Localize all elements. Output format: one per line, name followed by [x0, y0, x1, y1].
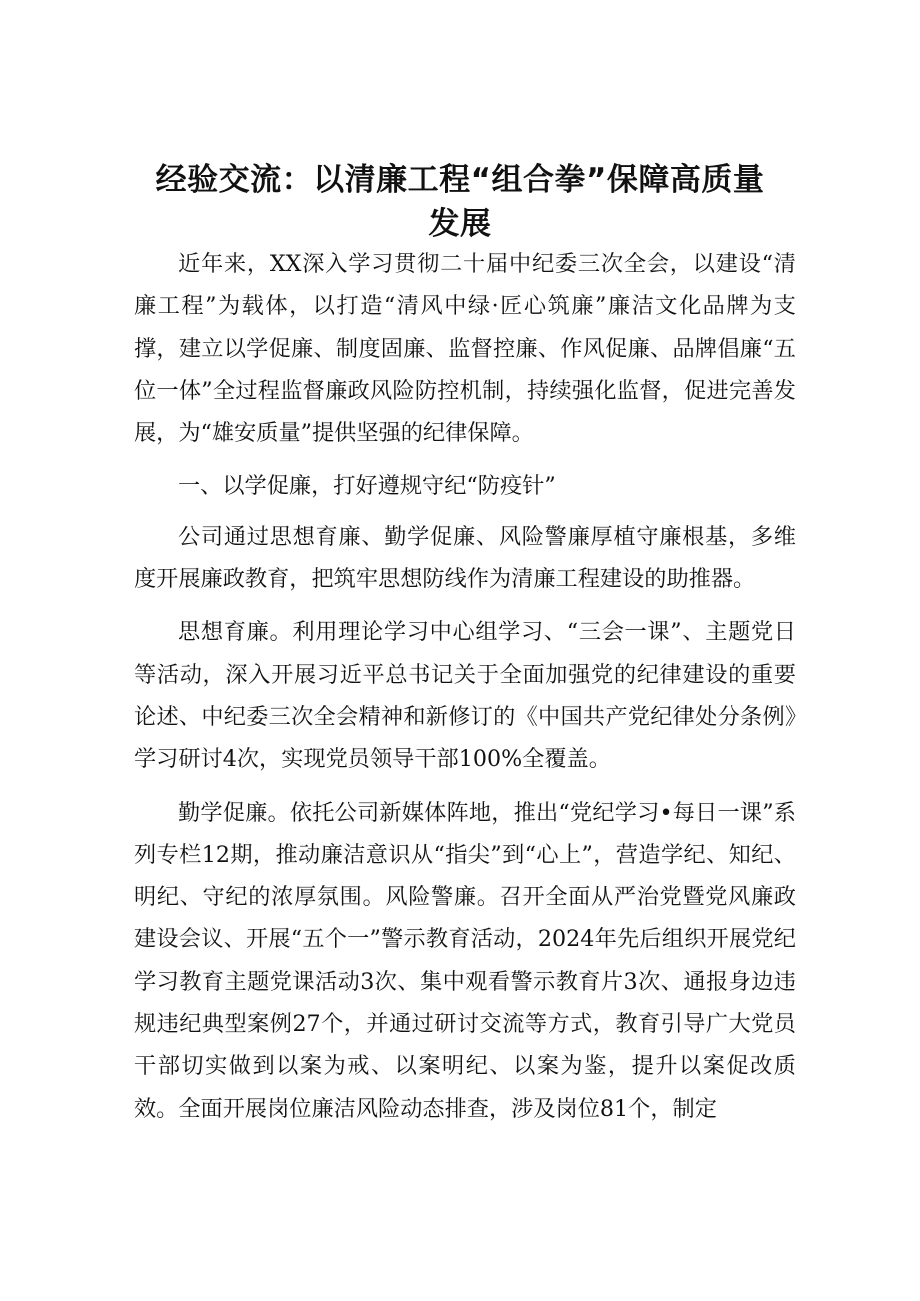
ideological-integrity-paragraph: 思想育廉。利用理论学习中心组学习、“三会一课”、主题党日等活动，深入开展习近平总书记关于全面加强党的纪律建设的重要论述、中纪委三次全会精神和新修订的《中国共产党纪律处分条例》学习研讨4次，实现党员领导干部100%全覆盖。 — [134, 619, 796, 773]
section-heading: 一、以学促廉，打好遵规守纪“防疫针” — [178, 473, 556, 500]
document-body — [134, 243, 796, 1141]
study-and-risk-paragraph: 勤学促廉。依托公司新媒体阵地，推出“党纪学习•每日一课”系列专栏12期，推动廉洁意识从“指尖”到“心上”，营造学纪、知纪、明纪、守纪的浓厚氛围。风险警廉。召开全面从严治党暨党风廉政建设会议、开展“五个一”警示教育活动，2024年先后组织开展党纪学习教育主题党课活动3次、集中观看警示教育片3次、通报身边违规违纪典型案例27个，并通过研讨交流等方式，教育引导广大党员干部切实做到以案为戒、以案明纪、以案为鉴，提升以案促改质效。全面开展岗位廉洁风险动态排查，涉及岗位81个，制定 — [134, 799, 796, 1122]
document-title: 经验交流：以清廉工程“组合拳”保障高质量发展 — [155, 162, 765, 242]
intro-paragraph: 近年来，XX深入学习贯彻二十届中纪委三次全会，以建设“清廉工程”为载体，以打造“清风中绿·匠心筑廉”廉洁文化品牌为支撑，建立以学促廉、制度固廉、监督控廉、作风促廉、品牌倡廉“五位一体”全过程监督廉政风险防控机制，持续强化监督，促进完善发展，为“雄安质量”提供坚强的纪律保障。 — [134, 251, 796, 447]
section-summary-paragraph: 公司通过思想育廉、勤学促廉、风险警廉厚植守廉根基，多维度开展廉政教育，把筑牢思想防线作为清廉工程建设的助推器。 — [134, 523, 796, 593]
